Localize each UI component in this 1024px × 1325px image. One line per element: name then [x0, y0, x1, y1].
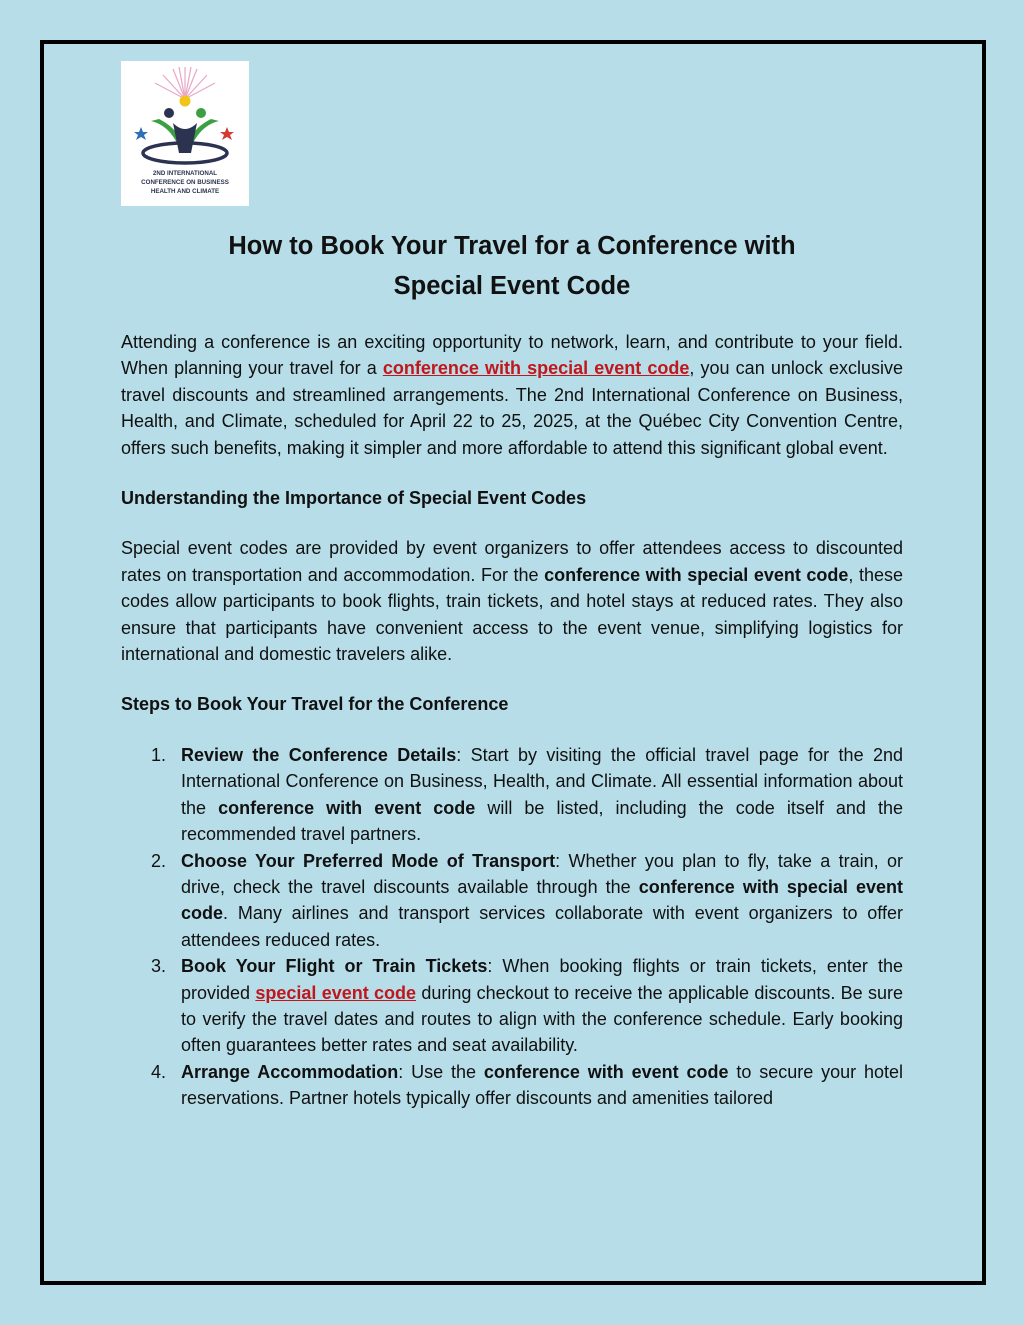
step-bold-phrase: conference with special event code: [181, 876, 904, 924]
step-bold-phrase: conference with event code: [483, 1061, 729, 1082]
step-text: : When booking flights or train tickets, enter the provided: [181, 956, 903, 1003]
conference-logo: [121, 61, 249, 206]
intro-text-end: , you can unlock exclusive travel discounts and streamlined arrangements. The 2nd International Conference on Business, Health, and Climate, scheduled for April 22 to 25, 2025, at the Québec City Convention Centre, offers such benefits, making it simpler and more affordable to attend this significant global event.: [121, 358, 903, 458]
step-title: Arrange Accommodation: [181, 1061, 399, 1082]
step-text: : Start by visiting the official travel page for the 2nd International Conference on Business, Health, and Climate. All essential information about the: [181, 744, 903, 818]
intro-text-start: Attending a conference is an exciting opportunity to network, learn, and contribute to your field. When planning your travel for a: [121, 332, 903, 379]
section-heading-importance: Understanding the Importance of Special Event Codes: [121, 488, 587, 509]
step-title: Review the Conference Details: [181, 744, 457, 765]
step-text: will be listed, including the code itself and the recommended travel partners.: [181, 797, 903, 845]
page-title: [121, 226, 903, 306]
document-body: [121, 329, 903, 1112]
title-line-1: How to Book Your Travel for a Conference with: [228, 232, 796, 260]
logo-text-line1: 2ND INTERNATIONAL: [152, 170, 218, 177]
intro-paragraph: [121, 329, 903, 461]
conference-special-event-code-link[interactable]: conference with special event code: [382, 358, 690, 379]
step-text: : Use the: [398, 1061, 484, 1082]
list-item-step-2: [121, 848, 903, 954]
step-text: to secure your hotel reservations. Partner hotels typically offer discounts and amenities tailored: [181, 1061, 903, 1109]
logo-graphic: [121, 61, 249, 206]
section-heading-steps: Steps to Book Your Travel for the Conference: [121, 694, 509, 715]
logo-text-line2: CONFERENCE ON BUSINESS: [141, 179, 229, 186]
logo-text-line3: HEALTH AND CLIMATE: [150, 188, 220, 195]
steps-list: [121, 742, 903, 1112]
list-item-step-3: [121, 953, 903, 1059]
step-text: during checkout to receive the applicable discounts. Be sure to verify the travel dates and routes to align with the conference schedule. Early booking often guarantees better rates and seat availability.: [181, 982, 903, 1056]
importance-text-end: , these codes allow participants to book flights, train tickets, and hotel stays at reduced rates. They also ensure that participants have convenient access to the event venue, simplifying logistics for international and domestic travelers alike.: [121, 564, 903, 665]
step-number: 1.: [151, 744, 167, 765]
step-number: 2.: [151, 850, 167, 871]
step-text: : Whether you plan to fly, take a train, or drive, check the travel discounts available through the: [181, 850, 904, 897]
special-event-code-link[interactable]: special event code: [255, 982, 417, 1003]
step-number: 4.: [151, 1061, 167, 1082]
list-item-step-1: [121, 742, 903, 848]
step-number: 3.: [151, 956, 167, 977]
importance-paragraph: [121, 535, 903, 667]
step-title: Choose Your Preferred Mode of Transport: [181, 850, 556, 871]
importance-bold-phrase: conference with special event code: [544, 564, 849, 585]
step-title: Book Your Flight or Train Tickets: [181, 956, 488, 977]
importance-text-start: Special event codes are provided by event organizers to offer attendees access to discounted rates on transportation and accommodation. For the: [121, 538, 903, 585]
list-item-step-4: [121, 1059, 903, 1112]
title-line-2: Special Event Code: [393, 272, 631, 300]
step-text: . Many airlines and transport services collaborate with event organizers to offer attendees reduced rates.: [181, 903, 903, 950]
step-bold-phrase: conference with event code: [218, 797, 476, 818]
